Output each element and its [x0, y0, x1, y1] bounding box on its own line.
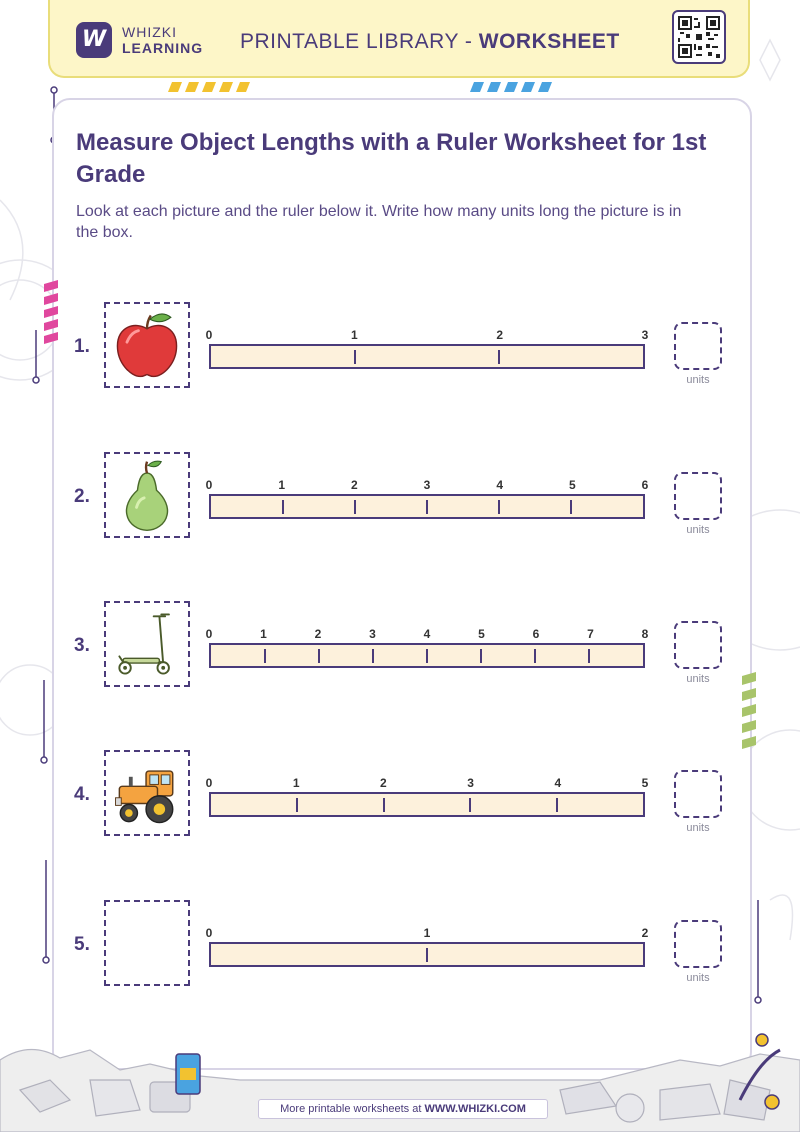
question-row: [0, 601, 800, 691]
tractor-icon: [106, 752, 188, 834]
ruler-tick-label: 4: [554, 776, 562, 790]
ruler-tick-label: 1: [423, 926, 431, 940]
ruler-tick-label: 6: [641, 478, 649, 492]
ruler-tick: [556, 798, 558, 812]
qr-code-icon[interactable]: [672, 10, 726, 64]
ruler-tick-label: 1: [278, 478, 285, 492]
units-label: units: [686, 673, 710, 685]
ruler-tick: [534, 649, 536, 663]
ruler-tick: [480, 649, 482, 663]
ruler-tick-label: 7: [587, 627, 594, 641]
question-row: [0, 452, 800, 542]
ruler-tick-label: 6: [532, 627, 540, 641]
question-number: 2.: [74, 486, 90, 507]
ruler-tick: [498, 500, 500, 514]
ruler-tick-label: 5: [641, 776, 649, 790]
ruler-tick: [296, 798, 298, 812]
ruler-tick: [354, 500, 356, 514]
units-label: units: [686, 524, 710, 536]
answer-box[interactable]: [674, 920, 722, 968]
ruler-tick-label: 2: [350, 478, 358, 492]
header-title: [240, 30, 620, 54]
ruler-tick: [570, 500, 572, 514]
header-title-bold: WORKSHEET: [478, 30, 620, 53]
ruler: [209, 942, 645, 967]
ruler-tick-label: 0: [205, 926, 213, 940]
answer-box[interactable]: [674, 770, 722, 818]
ruler-tick-label: 4: [496, 478, 503, 492]
question-row: [0, 302, 800, 392]
ruler-tick-label: 3: [423, 478, 431, 492]
header-banner: [48, 0, 750, 78]
footer-prefix: More printable worksheets at: [280, 1103, 425, 1115]
ruler-tick-label: 3: [369, 627, 376, 641]
question-number: 1.: [74, 336, 90, 357]
worksheet-title: Measure Object Lengths with a Ruler Worksheet for 1st Grade: [76, 129, 707, 188]
ruler-tick-label: 3: [467, 776, 474, 790]
question-row: [0, 750, 800, 840]
ruler-tick-label: 2: [496, 328, 503, 342]
ruler: [209, 494, 645, 519]
ruler-tick: [469, 798, 471, 812]
picture-box: [104, 601, 190, 687]
logo-line-1: WHIZKI: [122, 24, 177, 40]
pear-icon: [106, 454, 188, 536]
ruler-tick: [318, 649, 320, 663]
whizki-logo-icon: W: [76, 22, 112, 58]
question-row: [0, 900, 800, 990]
ruler-tick: [498, 350, 500, 364]
ruler-tick-label: 1: [260, 627, 267, 641]
question-number: 4.: [74, 784, 90, 805]
ruler-tick: [426, 948, 428, 962]
ruler: [209, 792, 645, 817]
ruler-tick-label: 2: [314, 627, 322, 641]
ruler: [209, 643, 645, 668]
worksheet-instructions: Look at each picture and the ruler below it. Write how many units long the picture is in the box.: [76, 203, 682, 241]
logo-wordmark: [122, 24, 203, 56]
answer-box[interactable]: [674, 621, 722, 669]
ruler-tick-label: 0: [205, 776, 213, 790]
picture-box: [104, 452, 190, 538]
picture-box: [104, 750, 190, 836]
ruler-tick-label: 0: [205, 328, 213, 342]
ruler-tick-label: 0: [205, 478, 213, 492]
question-number: 3.: [74, 635, 90, 656]
blue-stripe-accent: [470, 82, 554, 92]
ruler-tick-label: 8: [641, 627, 649, 641]
yellow-stripe-accent: [168, 82, 252, 92]
ruler-tick-label: 2: [380, 776, 387, 790]
units-label: units: [686, 822, 710, 834]
ruler-tick: [282, 500, 284, 514]
footer-url-link[interactable]: WWW.WHIZKI.COM: [424, 1103, 526, 1115]
units-label: units: [686, 972, 710, 984]
logo-line-2: LEARNING: [122, 40, 204, 56]
ruler-tick: [426, 500, 428, 514]
scooter-icon: [106, 603, 188, 685]
apple-icon: [106, 304, 188, 386]
ruler-tick: [588, 649, 590, 663]
ruler-tick-label: 3: [641, 328, 649, 342]
picture-box: [104, 900, 190, 986]
ruler-tick: [383, 798, 385, 812]
answer-box[interactable]: [674, 472, 722, 520]
ruler-tick: [264, 649, 266, 663]
footer-link-bar[interactable]: [258, 1099, 548, 1119]
units-label: units: [686, 374, 710, 386]
ruler-tick: [372, 649, 374, 663]
ruler-tick: [426, 649, 428, 663]
ruler-tick-label: 1: [292, 776, 300, 790]
ruler-tick-label: 5: [568, 478, 576, 492]
header-title-prefix: PRINTABLE LIBRARY -: [240, 30, 479, 53]
picture-box: [104, 302, 190, 388]
ruler: [209, 344, 645, 369]
ruler-tick-label: 4: [423, 627, 431, 641]
ruler-tick-label: 1: [350, 328, 358, 342]
question-number: 5.: [74, 934, 90, 955]
ruler-tick: [354, 350, 356, 364]
ruler-tick-label: 5: [478, 627, 485, 641]
ruler-tick-label: 0: [205, 627, 213, 641]
ruler-tick-label: 2: [641, 926, 649, 940]
answer-box[interactable]: [674, 322, 722, 370]
